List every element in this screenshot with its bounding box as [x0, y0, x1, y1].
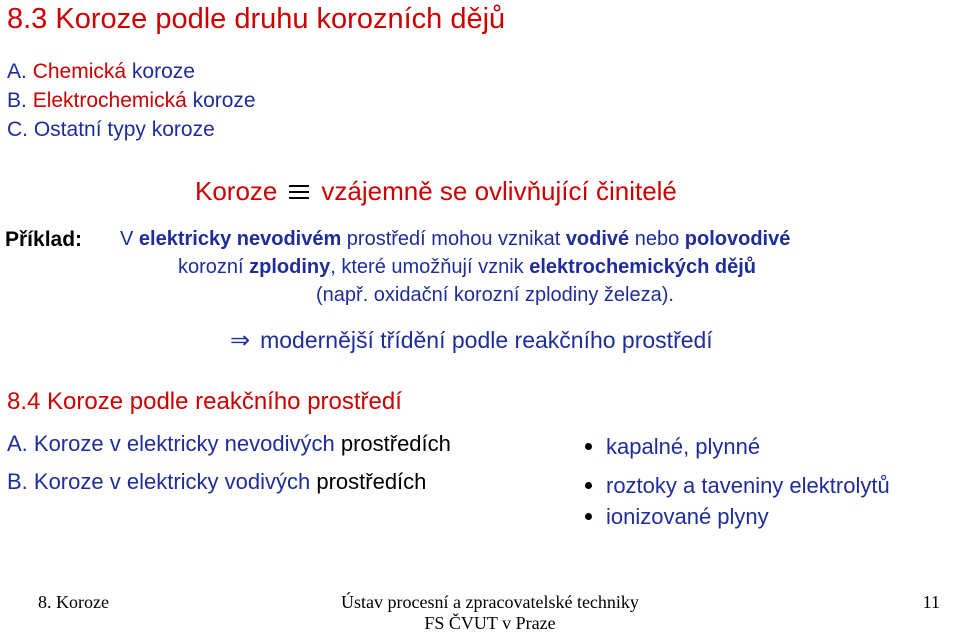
slide-title: 8.3 Koroze podle druhu korozních dějů: [7, 3, 506, 35]
bullet-text: roztoky a taveniny elektrolytů: [606, 473, 890, 498]
type-item-c: [7, 118, 215, 142]
example-fragment-bold: zplodiny: [249, 256, 331, 278]
equivalence-heading: [195, 176, 677, 207]
type-b-label: Elektrochemická: [32, 89, 187, 112]
footer-chapter: 8. Koroze: [38, 592, 109, 612]
example-fragment: prostředí mohou vznikat: [341, 228, 566, 250]
env-item-a: [7, 431, 451, 457]
bullet-dot-icon: [585, 482, 592, 489]
bullet-item: [585, 504, 769, 530]
conclusion-line: [230, 326, 713, 355]
bullet-dot-icon: [585, 443, 592, 450]
implies-arrow-icon: ⇒: [230, 327, 251, 354]
env-a-prefix: A. Koroze v: [7, 431, 127, 456]
env-item-b: [7, 469, 426, 495]
footer-institute: Ústav procesní a zpracovatelské techniky: [341, 592, 639, 612]
type-a-suffix: koroze: [126, 60, 195, 83]
example-label: Příklad:: [5, 228, 83, 251]
page-number: 11: [922, 592, 940, 612]
env-b-suffix: prostředích: [310, 469, 427, 494]
example-fragment: korozní: [178, 256, 250, 278]
type-c-label: Ostatní typy koroze: [33, 118, 215, 141]
equivalence-icon: [289, 185, 309, 199]
type-item-b: [7, 89, 256, 113]
example-fragment: nebo: [629, 228, 685, 250]
bullet-text: kapalné, plynné: [606, 434, 761, 459]
type-a-prefix: A.: [7, 60, 33, 83]
type-b-prefix: B.: [7, 89, 33, 112]
example-fragment: , které umožňují vznik: [330, 256, 530, 278]
type-c-prefix: C.: [7, 118, 34, 141]
bullet-dot-icon: [585, 513, 592, 520]
section-heading: 8.4 Koroze podle reakčního prostředí: [7, 388, 402, 415]
conclusion-text: modernější třídění podle reakčního prostředí: [260, 327, 713, 353]
example-fragment-bold: elektrochemických dějů: [529, 256, 757, 278]
footer-faculty: FS ČVUT v Praze: [424, 613, 556, 633]
example-line-2: [178, 256, 756, 279]
example-line-1: [120, 228, 790, 251]
example-fragment-bold: vodivé: [565, 228, 630, 250]
example-line-3: (např. oxidační korozní zplodiny železa).: [316, 284, 674, 306]
example-fragment: V: [120, 228, 139, 250]
env-a-mid: elektricky nevodivých: [126, 431, 335, 456]
env-b-mid: elektricky vodivých: [126, 469, 311, 494]
bullet-item: [585, 434, 760, 460]
type-a-label: Chemická: [32, 60, 127, 83]
type-item-a: [7, 60, 195, 84]
env-a-suffix: prostředích: [334, 431, 451, 456]
bullet-text: ionizované plyny: [606, 504, 769, 529]
heading-left-term: Koroze: [195, 176, 278, 206]
type-b-suffix: koroze: [186, 89, 256, 112]
env-b-prefix: B. Koroze v: [7, 469, 127, 494]
example-fragment-bold: elektricky nevodivém: [138, 228, 342, 250]
example-fragment-bold: polovodivé: [684, 228, 791, 250]
heading-right-term: vzájemně se ovlivňující činitelé: [321, 176, 677, 206]
bullet-item: [585, 473, 890, 499]
